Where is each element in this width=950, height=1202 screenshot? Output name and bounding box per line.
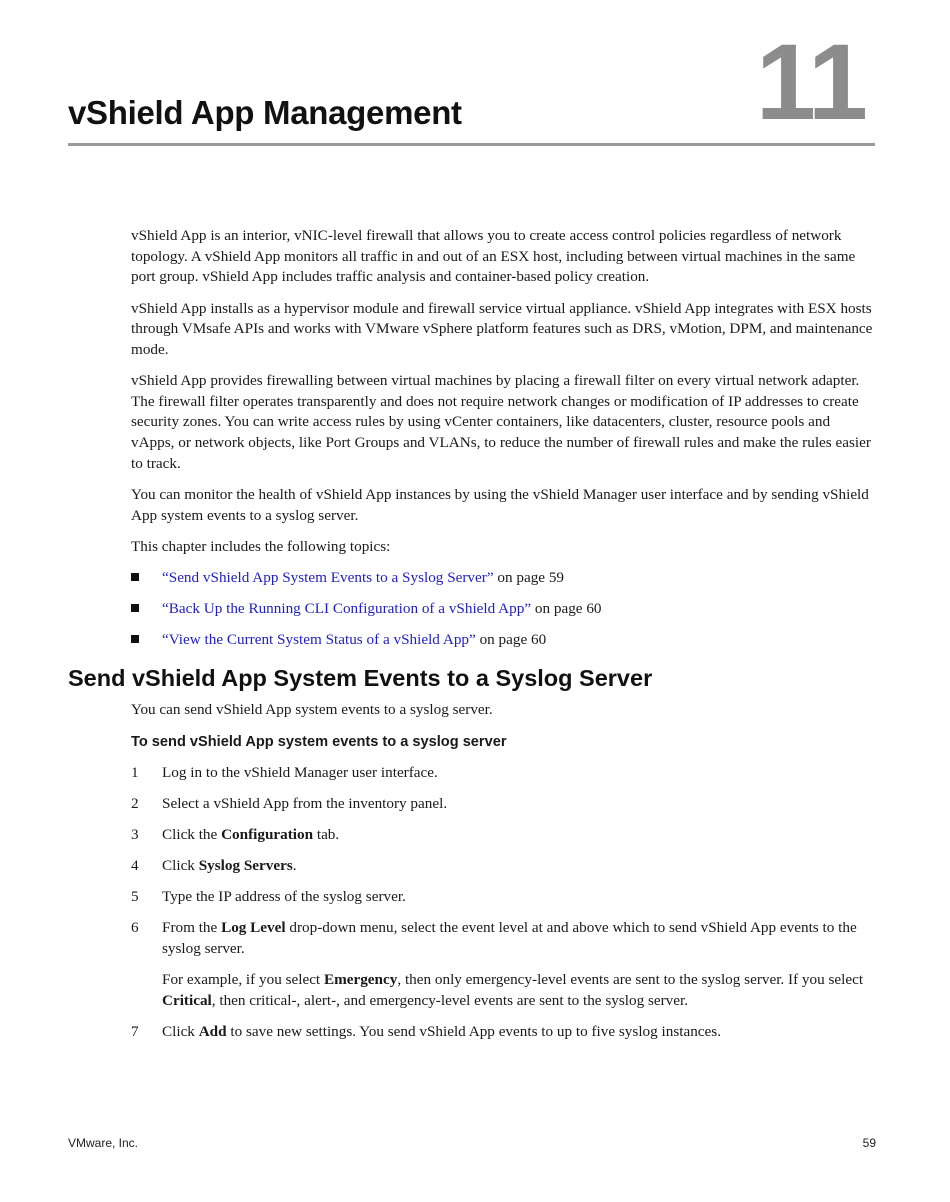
page-body: [68, 226, 875, 1053]
topic-link-syslog[interactable]: “Send vShield App System Events to a Syslog Server”: [162, 568, 494, 586]
ui-term-critical: Critical: [162, 991, 212, 1009]
intro-paragraph: vShield App provides firewalling between virtual machines by placing a firewall filter on every virtual network adapter. The firewall filter operates transparently and does not require network changes or modification of IP addresses to create security zones. You can write access rules by using vCenter containers, like datacenters, cluster, resource pools and vApps, or network objects, like Port Groups and VLANs, to reduce the number of firewall rules and make the rules easier to track.: [131, 372, 871, 472]
step-item: [131, 1022, 875, 1043]
section-heading: Send vShield App System Events to a Syslog Server: [68, 664, 653, 691]
ui-term-configuration: Configuration: [221, 825, 314, 843]
step-number: 1: [131, 763, 139, 781]
title-rule: [68, 143, 875, 146]
topic-page-ref: on page 60: [475, 630, 547, 648]
footer-company: VMware, Inc.: [68, 1136, 139, 1150]
step-text: Click Add to save new settings. You send vShield App events to up to five syslog instances.: [162, 1022, 721, 1040]
step-number: 5: [131, 888, 139, 906]
footer-page-number: 59: [862, 1136, 876, 1150]
topic-list: [131, 568, 875, 651]
step-note: For example, if you select Emergency, then only emergency-level events are sent to the syslog server. If you select Critical, then critical-, alert-, and emergency-level events are sent to the syslog server.: [162, 971, 864, 1009]
step-text: From the Log Level drop-down menu, select the event level at and above which to send vShield App events to the syslog server.: [162, 919, 857, 957]
step-item: [131, 825, 875, 846]
ui-term-emergency: Emergency: [323, 971, 398, 989]
topic-page-ref: on page 60: [531, 599, 602, 617]
step-number: 2: [131, 794, 139, 812]
chapter-title: vShield App Management: [68, 94, 462, 131]
step-number: 4: [131, 857, 139, 875]
topic-item: [131, 599, 875, 620]
intro-paragraph: vShield App is an interior, vNIC-level firewall that allows you to create access control policies regardless of network topology. A vShield App monitors all traffic in and out of an ESX host, including between virtual machines in the same port group. vShield App includes traffic analysis and container-based policy creation.: [131, 227, 856, 286]
step-number: 6: [131, 919, 139, 937]
ui-term-add: Add: [198, 1022, 227, 1040]
intro-paragraph: vShield App installs as a hypervisor module and firewall service virtual appliance. vShield App integrates with ESX hosts through VMsafe APIs and works with VMware vSphere platform features such as DRS, vMotion, DPM, and maintenance mode.: [131, 299, 873, 358]
intro-paragraph: You can monitor the health of vShield App instances by using the vShield Manager user interface and by sending vShield App system events to a syslog server.: [131, 485, 869, 524]
procedure-heading: To send vShield App system events to a syslog server: [131, 734, 507, 751]
chapter-number: 11: [755, 21, 866, 142]
topic-link-system-status[interactable]: “View the Current System Status of a vShield App”: [162, 630, 476, 648]
step-text: Log in to the vShield Manager user interface.: [162, 763, 438, 781]
step-text: Type the IP address of the syslog server.: [162, 888, 406, 906]
ui-term-log-level: Log Level: [221, 919, 286, 937]
procedure-steps: [131, 763, 875, 1043]
step-number: 7: [131, 1022, 139, 1040]
step-text: Click the Configuration tab.: [162, 825, 340, 843]
topics-lead: This chapter includes the following topics:: [131, 537, 391, 555]
topic-item: [131, 568, 875, 589]
step-number: 3: [131, 825, 139, 843]
ui-term-syslog-servers: Syslog Servers: [198, 857, 293, 875]
step-text: Select a vShield App from the inventory panel.: [162, 794, 448, 812]
step-text: Click Syslog Servers.: [162, 857, 297, 875]
topic-item: [131, 630, 875, 651]
step-item: [131, 794, 875, 815]
step-item: [131, 918, 875, 1011]
step-item: [131, 763, 875, 784]
step-item: [131, 856, 875, 877]
topic-link-backup-cli[interactable]: “Back Up the Running CLI Configuration of a vShield App”: [162, 599, 532, 617]
step-item: [131, 887, 875, 908]
topic-page-ref: on page 59: [493, 568, 565, 586]
section-intro: You can send vShield App system events to a syslog server.: [131, 700, 493, 718]
